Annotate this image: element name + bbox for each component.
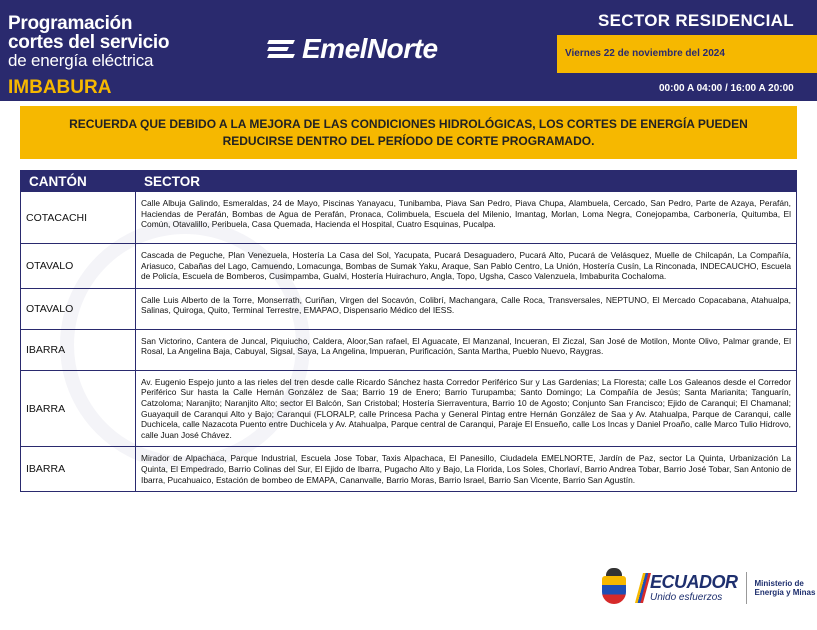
canton-cell: IBARRA xyxy=(21,447,136,492)
title-line-1: Programación xyxy=(8,13,133,34)
ministry-line-1: Ministerio de xyxy=(754,579,804,588)
footer-logos xyxy=(597,568,815,608)
sector-cell: San Victorino, Cantera de Juncal, Piquiucho, Caldera, Aloor,San rafael, El Aguacate, El Manzanal, Incueran, El Ziczal, San José de Motilon, Monte Olivo, Palmar grande, El Rosal, La Angelina Baja, Cabuyal, Sigsal, Saya, La Angelina, Impueran, Purificación, Santa Martha, Pueblo Nuevo, Raygras. xyxy=(136,329,797,370)
table-row xyxy=(21,329,797,370)
sector-cell: Mirador de Alpachaca, Parque Industrial, Escuela Jose Tobar, Taxis Alpachaca, El Panesillo, Ciudadela EMELNORTE, Jardín de Paz, sector La Quinta, Urbanización La Quinta, El Empedrado, Barrio Colinas del Sur, El Ejido de Ibarra, Pugacho Alto y Bajo, La Florida, Los Soles, Chorlaví, Barrio Andrea Tobar, Barrio José Tobar, San Antonio de Ibarra, Pucahuaico, Estación de bombeo de EMAPA, Cananvalle, Barrio Moras, Barrio Israel, Barrio San Vicente, Barrio San Agustín. xyxy=(136,447,797,492)
notice-banner xyxy=(20,106,797,159)
sector-cell: Calle Albuja Galindo, Esmeraldas, 24 de Mayo, Piscinas Yanayacu, Tunibamba, Piava San Pedro, Piava Chupa, Alambuela, Cercado, San Pedro, Parte de Azaya, Perafán, Haciendas de Perafán, Bombas de Agua de Perafán, Pronaca, Colimbuela, Escuela del Milenio, Imantag, Morlan, Loma Negra, Conejopamba, Carbonería, Quitumba, El Común, Otavalillo, Peribuela, Casa Quemada, Hacienda el Hospital, Cuatro Esquinas, Pucalpa. xyxy=(136,192,797,244)
table-header-row xyxy=(21,171,797,192)
title-line-2: cortes del servicio xyxy=(8,32,170,53)
sector-cell: Av. Eugenio Espejo junto a las rieles del tren desde calle Ricardo Sánchez hasta Corredor Periférico Sur y Las Gardenias; La Floresta; calle Los Galeanos desde el Corredor Periférico Sur hasta la Calle Hernán González de Saa; Barrio 19 de Enero; Barrio Turupamba; Santo Domingo; La Compañía de Jesús; Santa Marianita; Tanguarín, Catzoloma; Naranjito; Naranjito Alto; sector El Balcón, San Cristobal; Hostería Sierraventura, Barrio 10 de Agosto; Conjunto San Francisco; Ejido de Caranqui; El Chamanal; Guayaquil de Caranqui Alto y Bajo; Caranqui (FLORALP, calle Princesa Pacha y General Pintag entre Hernán González de Saa y Av. Atahualpa, Parque de Caranqui, calle Duchicela, calle Nazacota Puento entre Duchicela y Av. Atahualpa, Parque central de Caranqui, Paraje El Ensueño, calle Los Incas y Daniel Proaño, calle Marco Tulio Hidrovo, calle Juan José Chávez. xyxy=(136,370,797,447)
header-banner xyxy=(0,0,817,101)
emelnorte-logo xyxy=(268,33,438,65)
notice-text: RECUERDA QUE DEBIDO A LA MEJORA DE LAS CONDICIONES HIDROLÓGICAS, LOS CORTES DE ENERGÍA PUEDEN REDUCIRSE DENTRO DEL PERÍODO DE CORTE PROGRAMADO. xyxy=(69,116,748,148)
table-row xyxy=(21,244,797,289)
canton-cell: COTACACHI xyxy=(21,192,136,244)
schedule-table xyxy=(20,170,797,492)
sector-cell: Calle Luis Alberto de la Torre, Monserrath, Curiñan, Virgen del Socavón, Colibrí, Machangara, Calle Roca, Transversales, NEPTUNO, El Mercado Copacabana, Atahualpa, Salinas, Quiroga, Quito, Terminal Terrestre, EMAPAO, Dispensario Médico del IESS. xyxy=(136,288,797,329)
date-label: Viernes 22 de noviembre del 2024 xyxy=(565,48,725,59)
date-box xyxy=(557,35,817,73)
sector-cell: Cascada de Peguche, Plan Venezuela, Hostería La Casa del Sol, Yacupata, Pucará Desaguadero, Pucará Alto, Pucará de Velásquez, Muelle de Chilcapán, La Compañía, Ariasuco, Cabañas del Lago, Camuendo, Lomacunga, Bombas de Sumak Yaku, Araque, San Pablo Centro, La Unión, Hostería Cusín, La Rinconada, INDECAUCHO, Escuela de Policía, Escuela de Bomberos, Cusimpamba, Gualvi, Hostería Huirachuro, Angla, Topo, Ugsha, Casco Valenzuela, Imbaburita Cochaloma. xyxy=(136,244,797,289)
logo-text: EmelNorte xyxy=(302,33,438,64)
emelnorte-logo-icon xyxy=(268,38,298,60)
table-row xyxy=(21,447,797,492)
title-line-3: de energía eléctrica xyxy=(8,51,154,70)
ministry-line-2: Energía y Minas xyxy=(754,588,816,597)
program-title xyxy=(8,14,169,70)
footer-divider xyxy=(746,572,747,604)
sector-title: SECTOR RESIDENCIAL xyxy=(598,11,794,30)
header-canton: CANTÓN xyxy=(21,171,136,192)
header-sector: SECTOR xyxy=(136,171,797,192)
canton-cell: IBARRA xyxy=(21,329,136,370)
ecuador-logo xyxy=(639,573,738,603)
table-row xyxy=(21,192,797,244)
table-row xyxy=(21,370,797,447)
hours-label: 00:00 A 04:00 / 16:00 A 20:00 xyxy=(659,83,794,94)
province-label: IMBABURA xyxy=(8,77,112,98)
ecuador-name: ECUADOR xyxy=(650,572,738,592)
flag-stripes-icon xyxy=(635,573,651,603)
canton-cell: OTAVALO xyxy=(21,244,136,289)
table-row xyxy=(21,288,797,329)
ecuador-tagline: Unido esfuerzos xyxy=(650,592,723,603)
canton-cell: OTAVALO xyxy=(21,288,136,329)
ministry-label xyxy=(755,579,816,597)
canton-cell: IBARRA xyxy=(21,370,136,447)
coat-of-arms-icon xyxy=(597,568,631,608)
